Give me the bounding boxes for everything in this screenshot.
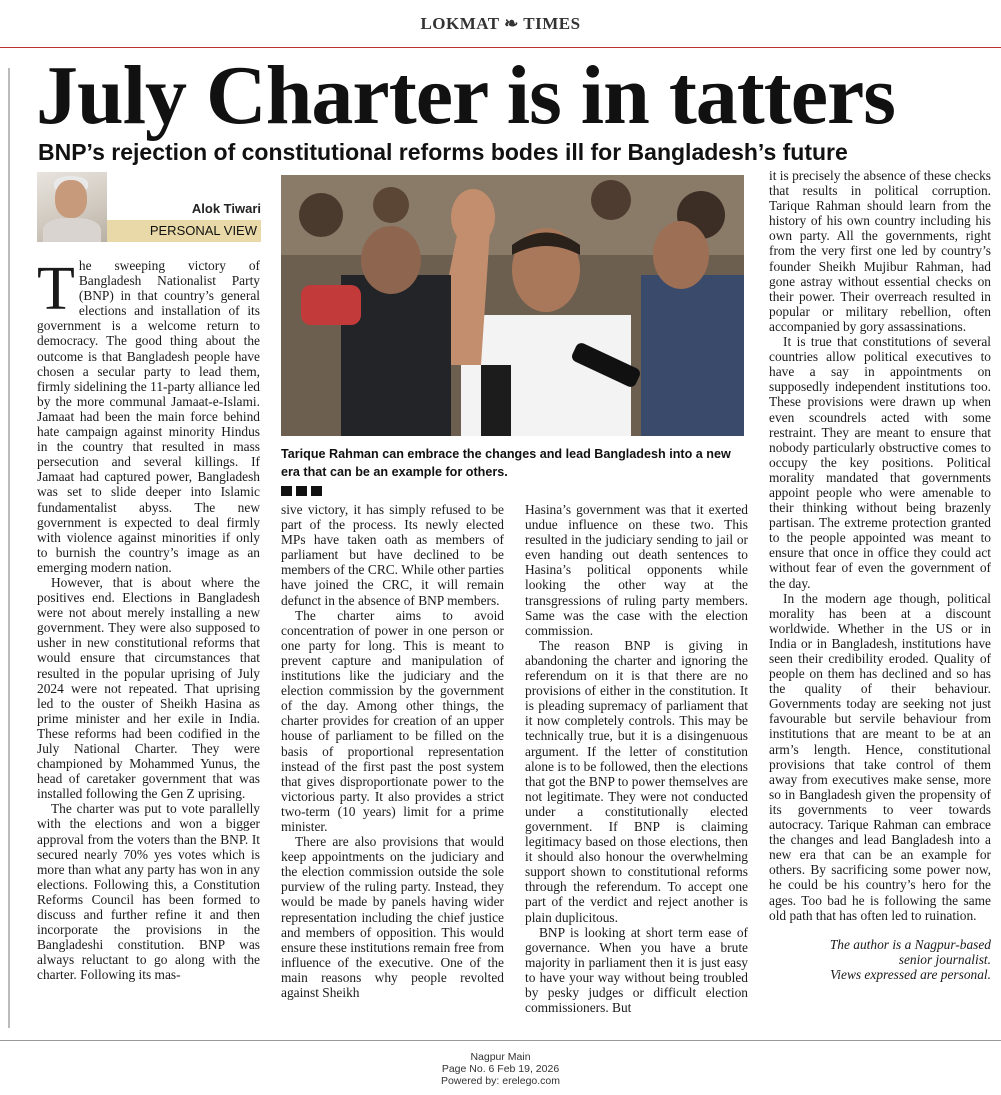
section-label: PERSONAL VIEW bbox=[107, 220, 261, 242]
paragraph: it is precisely the absence of these checks that results in political corruption. Tarique Rahman should learn from the history of his own country including his own party. All the governments, right from the very first one led by country’s founder Sheikh Mujibur Rahman, had gone astray without essential checks on their power. Their overreach resulted in popular or military rebellion, often accompanied by gory assassinations. bbox=[769, 168, 991, 334]
article-column-1 bbox=[37, 258, 260, 1026]
article-column-3 bbox=[525, 502, 748, 1026]
paragraph: There are also provisions that would keep appointments on the judiciary and the election commission outside the sole purview of the ruling party. Instead, they would be made by panels having wider representation including the chief justice and members of opposition. This would ensure these institutions remain free from influence of the executive. One of the main reasons why people revolted against Sheikh bbox=[281, 834, 504, 1000]
paragraph: In the modern age though, political morality has been at a discount worldwide. Whether in the US or in India or in Bangladesh, institutions have seen their credibility eroded. Quality of people on them has declined and so has the quality of their behaviour. Governments today are seeking not just favourable but servile behaviour from institutions that are meant to be at an arm’s length. Hence, constitutional provisions that take control of them away from executives make sense, more so in Bangladesh given the propensity of its governments to veer towards autocracy. Tarique Rahman can embrace the changes and lead Bangladesh into a new era that can be an example for others. By sacrificing some power now, he could be his country’s hero for the ages. Too bad he is following the same old path that has often led to ruination. bbox=[769, 590, 991, 923]
column-rule bbox=[8, 68, 10, 1028]
page-footer bbox=[0, 1040, 1001, 1095]
author-note-line: Views expressed are personal. bbox=[830, 966, 991, 982]
paragraph: Hasina’s government was that it exerted undue influence on these two. This resulted in the judiciary sending to jail or even handing out death sentences to Hasina’s political opponents while looking the other way at the transgressions of ruling party members. Same was the case with the election commission. bbox=[525, 502, 748, 638]
edition-name: Nagpur Main bbox=[470, 1051, 531, 1063]
decorative-squares bbox=[281, 483, 331, 493]
powered-by-link[interactable]: Powered by: erelego.com bbox=[440, 1075, 561, 1087]
author-note-line: senior journalist. bbox=[898, 951, 991, 967]
paragraph: It is true that constitutions of several countries allow political executives to have a say in appointments on supposedly independent institutions too. These provisions were drawn up when even scoundrels acted with some restraint. They are meant to ensure that nobody particularly obstructive comes to occupy the key positions. Political morality mandated that governments appoint people who were amenable to their thinking without being brazenly partisan. The extreme protection granted to the people appointed was meant to ensure that once in office they could act without fear of even the government of the day. bbox=[769, 334, 991, 591]
paragraph: he sweeping victory of Bangladesh Nationalist Party (BNP) in that country’s general elections and installation of its government is a welcome return to democracy. The good thing about the outcome is that Bangladesh people have chosen a secular party to lead them, firmly sidelining the 11-party alliance led by the more communal Jamaat-e-Islami. Jamaat had been the main force behind hate campaign against minority Hindus in the country that resulted in mass persecution and several killings. If Jamaat had captured power, Bangladesh was set to slide deeper into Islamic fundamentalist abyss. The new government is expected to deal firmly with violence against minorities if only to burnish the country’s image as an emerging modern nation. bbox=[37, 258, 260, 575]
page-info: Page No. 6 Feb 19, 2026 bbox=[441, 1063, 560, 1075]
masthead bbox=[0, 0, 1001, 48]
author-note-line: The author is a Nagpur-based bbox=[829, 936, 991, 952]
crowd-photo-illustration bbox=[281, 175, 744, 436]
news-photo bbox=[281, 175, 744, 436]
article-column-2 bbox=[281, 502, 504, 1026]
paragraph: sive victory, it has simply refused to be part of the process. Its newly elected MPs have taken oath as members of parliament but have declined to be members of the CRC. While other parties have joined the CRC, it will remain defunct in the absence of BNP members. bbox=[281, 502, 504, 608]
article-column-4 bbox=[769, 168, 991, 1026]
photo-caption: Tarique Rahman can embrace the changes and lead Bangladesh into a new era that can be an example for others. bbox=[281, 447, 731, 479]
paragraph: The reason BNP is giving in abandoning the charter and ignoring the referendum on it is that there are no provisions of either in the constitution. It is pleading supremacy of parliament that it now completely controls. This may be technically true, but it is a disingenuous argument. If the letter of constitution alone is to be followed, then the elections that got the BNP to power themselves are not legitimate. They were not conducted under a constitutionally elected government. If BNP is claiming legitimacy based on those elections, then it should also honour the overwhelming support shown to constitutional reforms through the referendum. To accept one part of the verdict and reject another is plain duplicitous. bbox=[525, 637, 748, 925]
author-photo bbox=[37, 172, 107, 242]
publication-logo: LOKMAT ❧ TIMES bbox=[420, 14, 581, 33]
author-name: Alok Tiwari bbox=[191, 201, 261, 216]
article-subheadline: BNP’s rejection of constitutional reforms bodes ill for Bangladesh’s future bbox=[38, 139, 848, 165]
paragraph: However, that is about where the positives end. Elections in Bangladesh were not about merely installing a new government. They were also supposed to usher in new constitutional reforms that would ensure that circumstances that resulted in the popular uprising of July 2024 were not repeated. That uprising led to the ouster of Sheikh Hasina as prime minister and her exile in India. These reforms had been codified in the July National Charter. They were championed by Mohammed Yunus, the head of caretaker government that was installed following the Gen Z uprising. bbox=[37, 574, 260, 802]
drop-cap: T bbox=[37, 258, 75, 323]
paragraph: The charter was put to vote parallelly with the elections and won a bigger approval from the voters than the BNP. It secured nearly 70% yes votes which is more than what any party has won in any elections. Following this, a Constitution Reforms Council has been formed to discuss and further refine it and then incorporate the provisions in the Bangladeshi constitution. BNP was always reluctant to go along with the charter. Following its mas- bbox=[37, 801, 260, 983]
paragraph: The charter aims to avoid concentration of power in one person or one party for long. This is meant to prevent capture and manipulation of institutions like the judiciary and the election commission by the government of the day. Among other things, the charter provides for creation of an upper house of parliament to be filled on the basis of proportional representation instead of the first past the post system that gives disproportionate power to the victorious party. It also provides a strict two-term (10 years) limit for a prime minister. bbox=[281, 607, 504, 834]
paragraph: BNP is looking at short term ease of governance. When you have a brute majority in parliament then it is just easy to have your way without being troubled by pesky judges or difficult election commissioners. But bbox=[525, 924, 748, 1016]
author-box bbox=[37, 172, 261, 242]
article-headline: July Charter is in tatters bbox=[36, 49, 895, 142]
